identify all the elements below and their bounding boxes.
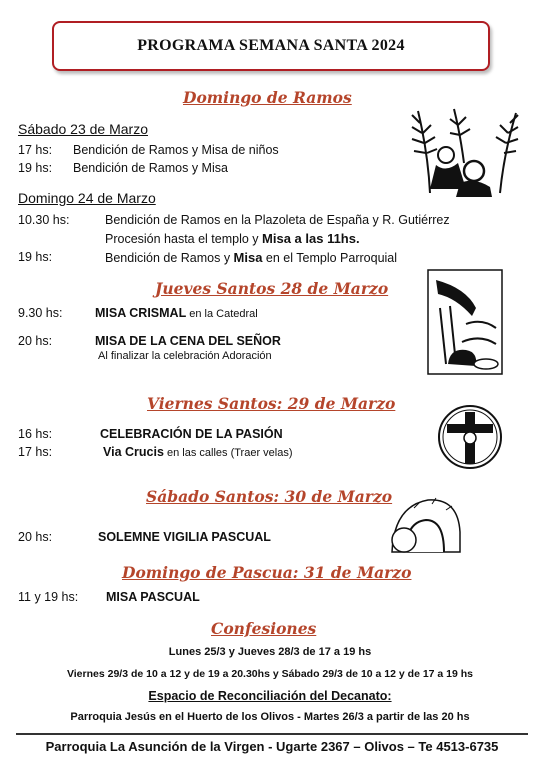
event-text: Bendición de Ramos y Misa xyxy=(73,161,228,175)
event-highlight: SOLEMNE VIGILIA PASCUAL xyxy=(98,530,271,544)
title-box xyxy=(52,21,490,71)
section-heading-sabado: Sábado Santos: 30 de Marzo xyxy=(146,487,393,506)
section-heading-viernes: Viernes Santos: 29 de Marzo xyxy=(147,394,396,413)
time-label: 17 hs: xyxy=(18,143,53,157)
footer-text: Parroquia La Asunción de la Virgen - Ugarte 2367 – Olivos – Te 4513-6735 xyxy=(45,739,499,754)
event-subtext: Al finalizar la celebración Adoración xyxy=(98,350,272,362)
event-highlight: MISA DE LA CENA DEL SEÑOR xyxy=(95,334,281,348)
event-text-part: Bendición de Ramos y xyxy=(105,251,234,265)
confession-line: Parroquia Jesús en el Huerto de los Olivos - Martes 26/3 a partir de las 20 hs xyxy=(70,711,470,723)
time-label: 19 hs: xyxy=(18,250,53,264)
time-label: 10.30 hs: xyxy=(18,213,70,227)
event-text-part: en el Templo Parroquial xyxy=(262,251,398,265)
event-text xyxy=(105,250,397,265)
empty-tomb-illustration xyxy=(388,492,462,556)
section-heading-jueves: Jueves Santos 28 de Marzo xyxy=(155,279,389,298)
time-label: 11 y 19 hs: xyxy=(18,590,79,604)
time-label: 9.30 hs: xyxy=(18,306,63,320)
time-label: 17 hs: xyxy=(18,445,53,459)
event-text-part: en las calles (Traer velas) xyxy=(163,447,293,459)
event-text xyxy=(105,231,360,246)
time-label: 19 hs: xyxy=(18,161,53,175)
washing-feet-illustration xyxy=(426,268,504,376)
confession-line: Viernes 29/3 de 10 a 12 y de 19 a 20.30hs y Sábado 29/3 de 10 a 12 y de 17 a 19 hs xyxy=(66,668,474,680)
event-highlight: Misa a las 11hs. xyxy=(262,231,360,246)
cross-illustration xyxy=(437,404,503,470)
section-heading-confesiones: Confesiones xyxy=(211,619,317,638)
reconciliation-heading: Espacio de Reconciliación del Decanato: xyxy=(148,689,392,703)
day-label-saturday: Sábado 23 de Marzo xyxy=(18,121,148,137)
time-label: 16 hs: xyxy=(18,427,53,441)
day-label-sunday: Domingo 24 de Marzo xyxy=(18,190,156,206)
event-highlight: Via Crucis xyxy=(103,445,164,459)
event-text-part: Procesión hasta el templo y xyxy=(105,232,263,246)
event-text: Bendición de Ramos y Misa de niños xyxy=(73,143,279,157)
footer-divider xyxy=(16,733,528,735)
event-text xyxy=(103,445,293,459)
section-heading-pascua: Domingo de Pascua: 31 de Marzo xyxy=(122,563,412,582)
event-text xyxy=(95,306,258,320)
time-label: 20 hs: xyxy=(18,334,53,348)
event-highlight: Misa xyxy=(233,250,263,265)
event-text: Bendición de Ramos en la Plazoleta de España y R. Gutiérrez xyxy=(105,213,450,227)
time-label: 20 hs: xyxy=(18,530,53,544)
event-highlight: MISA PASCUAL xyxy=(106,590,200,604)
page-title: PROGRAMA SEMANA SANTA 2024 xyxy=(137,37,405,54)
section-heading-ramos: Domingo de Ramos xyxy=(183,88,352,107)
event-highlight: MISA CRISMAL xyxy=(95,306,187,320)
event-highlight: CELEBRACIÓN DE LA PASIÓN xyxy=(100,427,283,441)
palm-sunday-illustration xyxy=(400,103,528,199)
confession-line: Lunes 25/3 y Jueves 28/3 de 17 a 19 hs xyxy=(168,646,372,658)
event-text-part: en la Catedral xyxy=(186,308,258,320)
